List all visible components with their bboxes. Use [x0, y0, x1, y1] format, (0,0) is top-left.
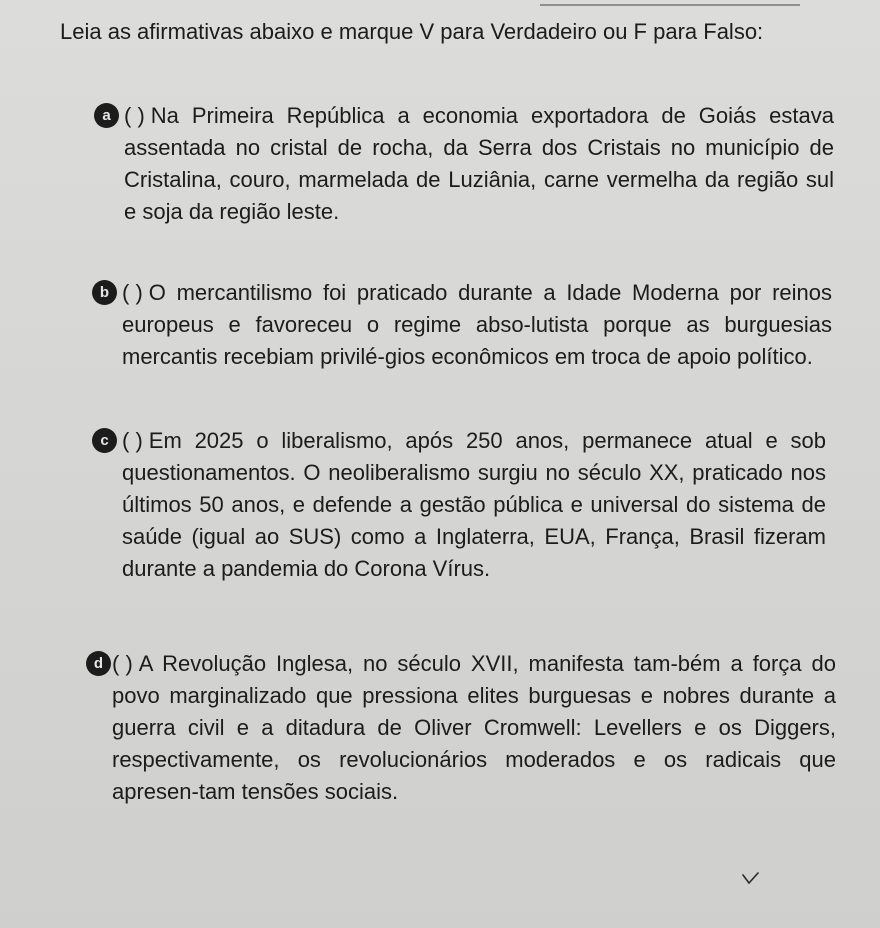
statement-text: A Revolução Inglesa, no século XVII, manifesta tam-bém a força do povo marginalizado que pressiona elites burguesas e nobres durante a guerra civil e a ditadura de Oliver Cromwell: Levellers e os Diggers, respectivamente, os revolucionários moderados e os radicais que apresen-tam tensões sociais. — [112, 651, 836, 804]
statement-d — [93, 648, 836, 808]
item-letter-badge: d — [86, 651, 111, 676]
item-letter-badge: c — [92, 428, 117, 453]
answer-blank[interactable]: ( ) — [112, 651, 133, 676]
top-rule-line — [540, 4, 800, 6]
answer-blank[interactable]: ( ) — [122, 280, 143, 305]
statement-text: O mercantilismo foi praticado durante a Idade Moderna por reinos europeus e favoreceu o regime abso-lutista porque as burguesias mercantis recebiam privilé-gios econômicos em troca de apoio político. — [122, 280, 832, 369]
answer-blank[interactable]: ( ) — [122, 428, 143, 453]
item-letter-badge: b — [92, 280, 117, 305]
statement-text: Em 2025 o liberalismo, após 250 anos, permanece atual e sob questionamentos. O neoliberalismo surgiu no século XX, praticado nos últimos 50 anos, e defende a gestão pública e universal do sistema de saúde (igual ao SUS) como a Inglaterra, EUA, França, Brasil fizeram durante a pandemia do Corona Vírus. — [122, 428, 826, 581]
statement-b — [99, 277, 832, 373]
statement-a — [102, 100, 834, 228]
item-letter-badge: a — [94, 103, 119, 128]
instructions-text: Leia as afirmativas abaixo e marque V para Verdadeiro ou F para Falso: — [60, 19, 764, 44]
statement-c — [100, 425, 826, 585]
pen-mark-icon — [742, 872, 760, 886]
answer-blank[interactable]: ( ) — [124, 103, 145, 128]
statement-text: Na Primeira República a economia exportadora de Goiás estava assentada no cristal de rocha, da Serra dos Cristais no município de Cristalina, couro, marmelada de Luziânia, carne vermelha da região sul e soja da região leste. — [124, 103, 834, 224]
